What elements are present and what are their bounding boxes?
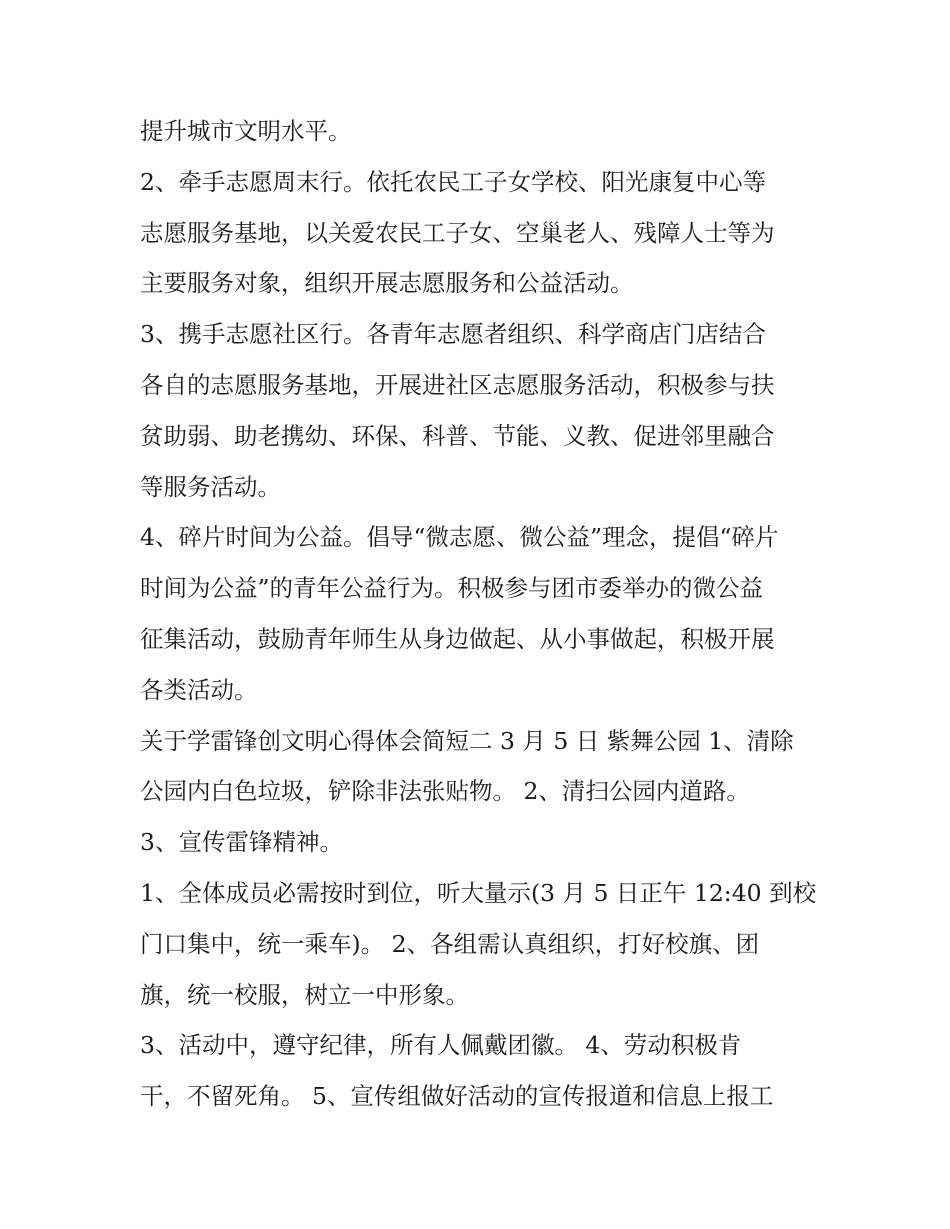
text-line: 征集活动，鼓励青年师生从身边做起、从小事做起，积极开展 (140, 624, 775, 653)
text-line: 旗，统一校服，树立一中形象。 (140, 980, 469, 1009)
text-line: 志愿服务基地，以关爱农民工子女、空巢老人、残障人士等为 (140, 218, 775, 247)
text-line: 提升城市文明水平。 (140, 117, 352, 145)
text-line: 2、牵手志愿周末行。依托农民工子女学校、阳光康复中心等 (140, 167, 766, 196)
text-line: 1、全体成员必需按时到位，听大量示(3 月 5 日正午 12:40 到校 (140, 878, 817, 907)
text-line: 时间为公益”的青年公益行为。积极参与团市委举办的微公益 (140, 574, 764, 603)
text-line: 3、活动中，遵守纪律，所有人佩戴团徽。 4、劳动积极肯 (140, 1031, 742, 1060)
text-line: 门口集中，统一乘车)。 2、各组需认真组织，打好校旗、团 (140, 929, 760, 958)
text-line: 3、携手志愿社区行。各青年志愿者组织、科学商店门店结合 (140, 320, 766, 349)
text-line: 主要服务对象，组织开展志愿服务和公益活动。 (140, 269, 634, 298)
text-line: 公园内白色垃圾，铲除非法张贴物。 2、清扫公园内道路。 (140, 777, 750, 806)
document-body (140, 106, 830, 1122)
text-line: 等服务活动。 (140, 472, 281, 501)
text-line: 各自的志愿服务基地，开展进社区志愿服务活动，积极参与扶 (140, 370, 775, 399)
text-line: 贫助弱、助老携幼、环保、科普、节能、义教、促进邻里融合 (140, 421, 775, 450)
text-line: 4、碎片时间为公益。倡导“微志愿、微公益”理念，提倡“碎片 (140, 523, 779, 552)
text-line: 关于学雷锋创文明心得体会简短二 3 月 5 日 紫舞公园 1、清除 (140, 726, 794, 755)
text-line: 3、宣传雷锋精神。 (140, 828, 343, 857)
text-line: 各类活动。 (140, 675, 258, 704)
text-line: 干，不留死角。 5、宣传组做好活动的宣传报道和信息上报工 (140, 1082, 774, 1111)
